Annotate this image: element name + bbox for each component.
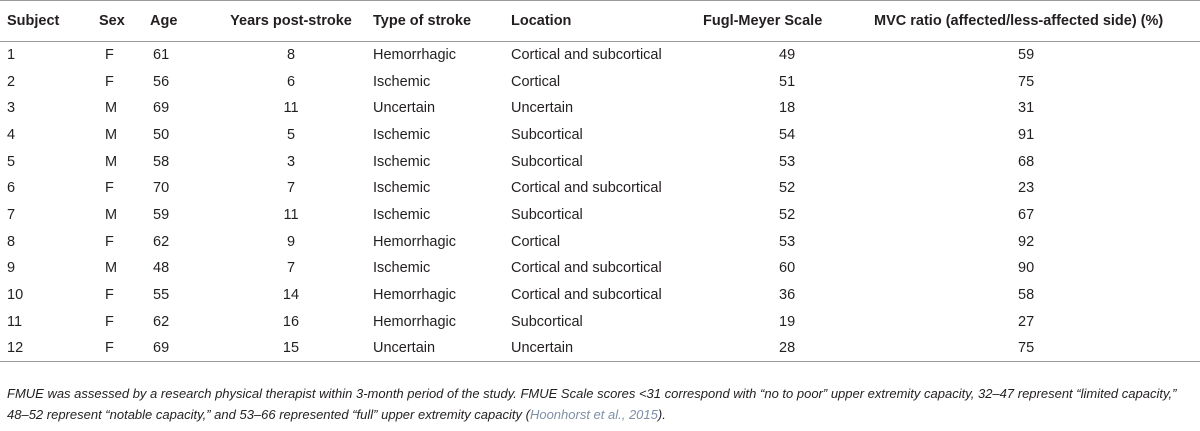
- table-row: [0, 228, 1200, 255]
- cell-location: Cortical: [511, 73, 561, 90]
- cell-age: 62: [153, 313, 170, 330]
- cell-age: 58: [153, 153, 170, 170]
- footnote-text: FMUE was assessed by a research physical therapist within 3-month period of the study. FMUE Scale scores <31 correspond with “no to poor” upper extremity capacity, 32–47 represent “limited capacity,” 48–52 represent “notable capacity,” and 53–66 represented “full” upper extremity capacity (: [7, 386, 1177, 422]
- cell-location: Cortical and subcortical: [511, 180, 662, 197]
- cell-years-post-stroke: 11: [283, 100, 299, 117]
- cell-type-of-stroke: Ischemic: [373, 180, 431, 197]
- cell-mvc-ratio: 67: [1018, 206, 1035, 223]
- cell-mvc-ratio: 27: [1018, 313, 1035, 330]
- cell-type-of-stroke: Hemorrhagic: [373, 313, 456, 330]
- cell-subject: 10: [7, 287, 24, 304]
- cell-type-of-stroke: Hemorrhagic: [373, 233, 456, 250]
- table-row: [0, 282, 1200, 309]
- cell-fugl-meyer-scale: 53: [779, 233, 796, 250]
- cell-fugl-meyer-scale: 60: [779, 260, 796, 277]
- cell-years-post-stroke: 16: [282, 313, 300, 330]
- footnote-closing: ).: [657, 407, 666, 422]
- cell-years-post-stroke: 14: [282, 287, 300, 304]
- cell-mvc-ratio: 31: [1018, 100, 1035, 117]
- cell-mvc-ratio: 75: [874, 335, 1200, 362]
- cell-type-of-stroke: Ischemic: [373, 73, 431, 90]
- table-row: [0, 202, 1200, 229]
- table-row: [0, 42, 1200, 69]
- table-row: [0, 308, 1200, 335]
- cell-years-post-stroke: 6: [286, 73, 296, 90]
- table-row: [0, 175, 1200, 202]
- cell-subject: 2: [7, 73, 16, 90]
- cell-location: Cortical and subcortical: [511, 47, 662, 64]
- cell-age: 70: [153, 180, 170, 197]
- table-row: [0, 95, 1200, 122]
- cell-sex: F: [105, 73, 114, 90]
- cell-location: Cortical and subcortical: [511, 287, 662, 304]
- cell-sex: M: [105, 126, 118, 143]
- cell-sex: M: [105, 260, 118, 277]
- cell-mvc-ratio: 92: [1018, 233, 1035, 250]
- table-body: [0, 42, 1200, 362]
- cell-sex: F: [105, 180, 114, 197]
- cell-subject: 11: [7, 313, 23, 330]
- cell-location: Subcortical: [511, 206, 583, 223]
- table-header: [0, 1, 1200, 42]
- column-header-type-of-stroke: Type of stroke: [373, 1, 511, 42]
- cell-age: 69: [153, 100, 170, 117]
- cell-subject: 5: [7, 153, 16, 170]
- cell-subject: 1: [7, 47, 16, 64]
- cell-age: 55: [153, 287, 170, 304]
- cell-years-post-stroke: 5: [286, 126, 296, 143]
- footnote-reference-link[interactable]: Hoonhorst et al., 2015: [529, 407, 658, 422]
- cell-type-of-stroke: Hemorrhagic: [373, 287, 456, 304]
- cell-fugl-meyer-scale: 52: [779, 180, 796, 197]
- cell-type-of-stroke: Uncertain: [373, 335, 511, 362]
- cell-age: 62: [153, 233, 170, 250]
- cell-fugl-meyer-scale: 54: [779, 126, 796, 143]
- cell-years-post-stroke: 7: [286, 180, 296, 197]
- cell-subject: 7: [7, 206, 16, 223]
- cell-years-post-stroke: 8: [286, 47, 296, 64]
- cell-type-of-stroke: Hemorrhagic: [373, 47, 456, 64]
- cell-subject: 3: [7, 100, 16, 117]
- cell-sex: M: [105, 153, 118, 170]
- cell-fugl-meyer-scale: 51: [779, 73, 796, 90]
- cell-fugl-meyer-scale: 18: [779, 100, 796, 117]
- table-row: [0, 148, 1200, 175]
- cell-fugl-meyer-scale: 36: [779, 287, 796, 304]
- cell-mvc-ratio: 58: [1018, 287, 1035, 304]
- cell-subject: 4: [7, 126, 16, 143]
- cell-type-of-stroke: Ischemic: [373, 153, 431, 170]
- header-row: [0, 1, 1200, 42]
- column-header-years-post-stroke: Years post-stroke: [209, 1, 373, 42]
- table-row: [0, 335, 1200, 362]
- cell-subject: 8: [7, 233, 16, 250]
- cell-type-of-stroke: Ischemic: [373, 206, 431, 223]
- cell-type-of-stroke: Ischemic: [373, 126, 431, 143]
- cell-sex: F: [105, 287, 114, 304]
- cell-location: Subcortical: [511, 153, 583, 170]
- cell-years-post-stroke: 9: [286, 233, 296, 250]
- cell-mvc-ratio: 91: [1018, 126, 1035, 143]
- cell-years-post-stroke: 15: [209, 335, 373, 362]
- cell-location: Cortical and subcortical: [511, 260, 662, 277]
- cell-location: Cortical: [511, 233, 561, 250]
- cell-fugl-meyer-scale: 19: [779, 313, 796, 330]
- cell-sex: M: [105, 206, 118, 223]
- cell-age: 61: [153, 47, 170, 64]
- cell-age: 69: [150, 335, 209, 362]
- cell-age: 48: [153, 260, 170, 277]
- cell-subject: 12: [0, 335, 99, 362]
- table-footnote: [7, 383, 1197, 425]
- cell-mvc-ratio: 23: [1018, 180, 1035, 197]
- column-header-age: Age: [150, 1, 209, 42]
- cell-type-of-stroke: Ischemic: [373, 260, 431, 277]
- cell-sex: M: [105, 100, 118, 117]
- cell-mvc-ratio: 59: [1018, 47, 1035, 64]
- cell-fugl-meyer-scale: 28: [703, 335, 874, 362]
- table-row: [0, 122, 1200, 149]
- cell-sex: F: [105, 233, 114, 250]
- cell-sex: F: [99, 335, 150, 362]
- column-header-location: Location: [511, 1, 703, 42]
- column-header-sex: Sex: [99, 1, 150, 42]
- cell-sex: F: [105, 313, 114, 330]
- cell-location: Uncertain: [511, 335, 703, 362]
- cell-subject: 9: [7, 260, 16, 277]
- cell-fugl-meyer-scale: 53: [779, 153, 796, 170]
- column-header-mvc-ratio: MVC ratio (affected/less-affected side) (%): [874, 1, 1200, 42]
- table-row: [0, 68, 1200, 95]
- cell-years-post-stroke: 11: [283, 206, 299, 223]
- cell-age: 56: [153, 73, 170, 90]
- column-header-subject: Subject: [0, 1, 99, 42]
- cell-years-post-stroke: 7: [286, 260, 296, 277]
- table-row: [0, 255, 1200, 282]
- cell-location: Subcortical: [511, 126, 583, 143]
- cell-mvc-ratio: 90: [1018, 260, 1035, 277]
- cell-mvc-ratio: 75: [1018, 73, 1035, 90]
- cell-years-post-stroke: 3: [286, 153, 296, 170]
- cell-sex: F: [105, 47, 114, 64]
- cell-age: 59: [153, 206, 170, 223]
- cell-subject: 6: [7, 180, 16, 197]
- cell-fugl-meyer-scale: 52: [779, 206, 796, 223]
- column-header-fugl-meyer-scale: Fugl-Meyer Scale: [703, 1, 874, 42]
- cell-type-of-stroke: Uncertain: [373, 100, 436, 117]
- cell-mvc-ratio: 68: [1018, 153, 1035, 170]
- cell-age: 50: [153, 126, 170, 143]
- cell-fugl-meyer-scale: 49: [779, 47, 796, 64]
- cell-location: Subcortical: [511, 313, 583, 330]
- cell-location: Uncertain: [511, 100, 574, 117]
